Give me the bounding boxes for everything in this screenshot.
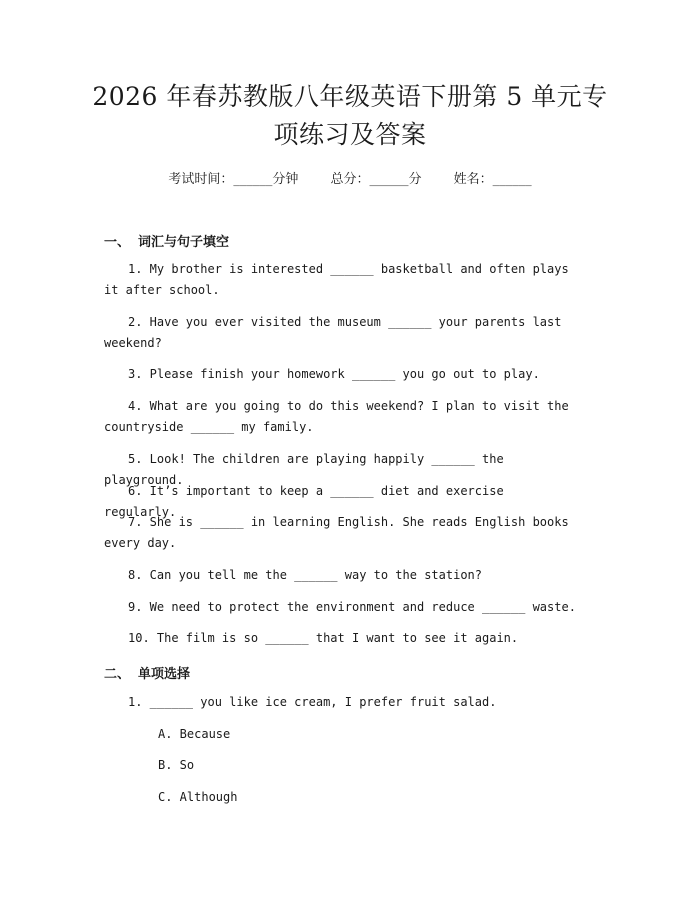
section-1-number: 一、 xyxy=(104,235,131,250)
question-text: 1. My brother is interested ______ basketball and often plays it after school. xyxy=(104,262,569,297)
fill-question-4 xyxy=(104,396,582,438)
question-text: 5. Look! The children are playing happily ______ the playground. xyxy=(104,452,504,487)
exam-info-line xyxy=(0,168,700,187)
fill-question-2 xyxy=(104,312,582,354)
section-2-heading xyxy=(104,663,190,682)
document-title xyxy=(60,78,640,154)
fill-question-1 xyxy=(104,259,582,301)
question-text: 8. Can you tell me the ______ way to the station? xyxy=(128,568,483,582)
section-1-heading xyxy=(104,231,229,250)
question-text: 6. It’s important to keep a ______ diet and exercise regularly. xyxy=(104,484,504,519)
choice-question-1 xyxy=(104,692,582,713)
student-name-field: 姓名：______ xyxy=(453,172,532,187)
fill-question-7 xyxy=(104,512,582,554)
question-text: 1. ______ you like ice cream, I prefer fruit salad. xyxy=(128,695,497,709)
option-b: B. So xyxy=(158,758,195,772)
option-c: C. Although xyxy=(158,790,238,804)
fill-question-10 xyxy=(104,628,582,649)
question-text: 2. Have you ever visited the museum ______ your parents last weekend? xyxy=(104,315,562,350)
fill-question-3 xyxy=(104,364,582,385)
option-a: A. Because xyxy=(158,727,231,741)
title-line-1: 2026 年春苏教版八年级英语下册第 5 单元专 xyxy=(92,82,608,111)
question-text: 7. She is ______ in learning English. She reads English books every day. xyxy=(104,515,569,550)
exam-time-field: 考试时间：______分钟 xyxy=(168,172,299,187)
question-text: 3. Please finish your homework ______ you go out to play. xyxy=(128,367,540,381)
question-text: 9. We need to protect the environment and reduce ______ waste. xyxy=(128,600,576,614)
total-score-field: 总分：______分 xyxy=(330,172,422,187)
title-line-2: 项练习及答案 xyxy=(273,120,427,149)
fill-question-8 xyxy=(104,565,582,586)
section-2-title: 单项选择 xyxy=(138,667,191,682)
question-text: 4. What are you going to do this weekend? I plan to visit the countryside ______ my family. xyxy=(104,399,569,434)
section-2-number: 二、 xyxy=(104,667,131,682)
question-text: 10. The film is so ______ that I want to see it again. xyxy=(128,631,519,645)
fill-question-9 xyxy=(104,597,582,618)
section-1-title: 词汇与句子填空 xyxy=(138,235,230,250)
